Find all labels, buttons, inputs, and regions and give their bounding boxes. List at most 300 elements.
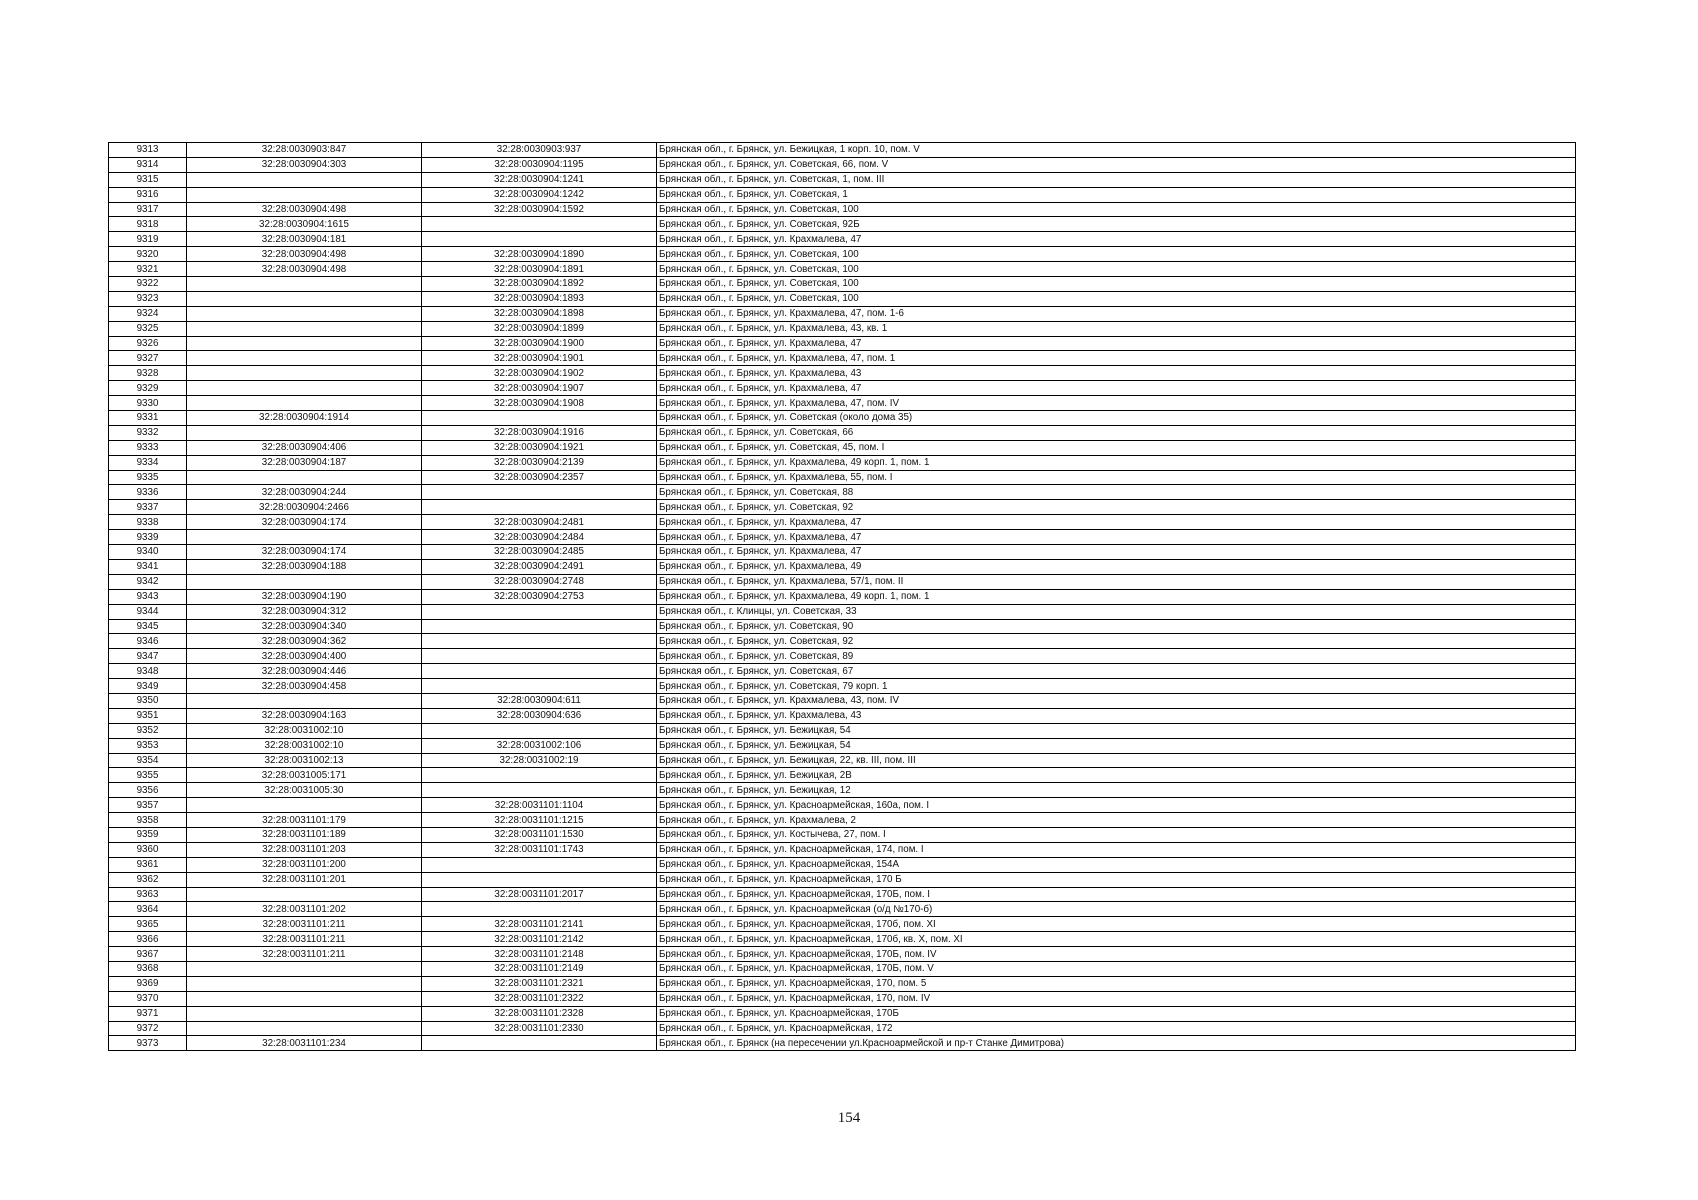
- table-row: [109, 768, 1576, 783]
- row-number-cell: 9361: [109, 857, 187, 872]
- parent-cadastral-number-cell: 32:28:0030904:1615: [187, 217, 422, 232]
- table-row: [109, 485, 1576, 500]
- row-number-cell: 9320: [109, 247, 187, 262]
- parent-cadastral-number-cell: 32:28:0031005:30: [187, 783, 422, 798]
- row-number-cell: 9322: [109, 277, 187, 292]
- parent-cadastral-number-cell: [187, 887, 422, 902]
- parent-cadastral-number-cell: 32:28:0031101:189: [187, 827, 422, 842]
- cadastral-number-cell: 32:28:0030904:2748: [422, 574, 657, 589]
- table-row: [109, 217, 1576, 232]
- cadastral-number-cell: [422, 485, 657, 500]
- row-number-cell: 9346: [109, 634, 187, 649]
- row-number-cell: 9335: [109, 470, 187, 485]
- row-number-cell: 9371: [109, 1006, 187, 1021]
- row-number-cell: 9314: [109, 157, 187, 172]
- row-number-cell: 9337: [109, 500, 187, 515]
- parent-cadastral-number-cell: 32:28:0030904:174: [187, 515, 422, 530]
- parent-cadastral-number-cell: 32:28:0031002:10: [187, 723, 422, 738]
- cadastral-number-cell: [422, 1036, 657, 1051]
- cadastral-number-cell: [422, 902, 657, 917]
- parent-cadastral-number-cell: [187, 530, 422, 545]
- registry-table: [108, 142, 1576, 1051]
- row-number-cell: 9366: [109, 932, 187, 947]
- parent-cadastral-number-cell: 32:28:0031101:203: [187, 842, 422, 857]
- address-cell: Брянская обл., г. Брянск, ул. Бежицкая, 1 корп. 10, пом. V: [657, 143, 1576, 158]
- row-number-cell: 9315: [109, 172, 187, 187]
- address-cell: Брянская обл., г. Брянск, ул. Красноармейская, 170Б, пом. V: [657, 961, 1576, 976]
- parent-cadastral-number-cell: 32:28:0030904:458: [187, 679, 422, 694]
- table-row: [109, 738, 1576, 753]
- row-number-cell: 9342: [109, 574, 187, 589]
- row-number-cell: 9373: [109, 1036, 187, 1051]
- table-row: [109, 649, 1576, 664]
- address-cell: Брянская обл., г. Брянск, ул. Советская, 1, пом. III: [657, 172, 1576, 187]
- table-row: [109, 366, 1576, 381]
- parent-cadastral-number-cell: 32:28:0030904:498: [187, 247, 422, 262]
- table-row: [109, 500, 1576, 515]
- address-cell: Брянская обл., г. Брянск, ул. Советская, 89: [657, 649, 1576, 664]
- row-number-cell: 9327: [109, 351, 187, 366]
- cadastral-number-cell: 32:28:0030904:1898: [422, 306, 657, 321]
- row-number-cell: 9364: [109, 902, 187, 917]
- address-cell: Брянская обл., г. Брянск, ул. Советская, 100: [657, 202, 1576, 217]
- address-cell: Брянская обл., г. Брянск, ул. Советская, 92Б: [657, 217, 1576, 232]
- parent-cadastral-number-cell: 32:28:0030903:847: [187, 143, 422, 158]
- row-number-cell: 9321: [109, 262, 187, 277]
- parent-cadastral-number-cell: 32:28:0031101:211: [187, 947, 422, 962]
- page-number: 154: [837, 1110, 861, 1126]
- table-row: [109, 277, 1576, 292]
- parent-cadastral-number-cell: [187, 574, 422, 589]
- table-row: [109, 664, 1576, 679]
- parent-cadastral-number-cell: 32:28:0030904:244: [187, 485, 422, 500]
- parent-cadastral-number-cell: [187, 336, 422, 351]
- address-cell: Брянская обл., г. Брянск, ул. Крахмалева, 43: [657, 366, 1576, 381]
- parent-cadastral-number-cell: 32:28:0031005:171: [187, 768, 422, 783]
- address-cell: Брянская обл., г. Брянск, ул. Советская, 100: [657, 291, 1576, 306]
- parent-cadastral-number-cell: 32:28:0031101:200: [187, 857, 422, 872]
- cadastral-number-cell: [422, 679, 657, 694]
- cadastral-number-cell: 32:28:0031002:106: [422, 738, 657, 753]
- table-row: [109, 813, 1576, 828]
- table-row: [109, 515, 1576, 530]
- row-number-cell: 9324: [109, 306, 187, 321]
- address-cell: Брянская обл., г. Брянск, ул. Крахмалева, 47, пом. IV: [657, 396, 1576, 411]
- cadastral-number-cell: 32:28:0030904:1890: [422, 247, 657, 262]
- row-number-cell: 9330: [109, 396, 187, 411]
- table-row: [109, 872, 1576, 887]
- address-cell: Брянская обл., г. Брянск, ул. Красноармейская, 170б, пом. XI: [657, 917, 1576, 932]
- row-number-cell: 9334: [109, 455, 187, 470]
- row-number-cell: 9348: [109, 664, 187, 679]
- address-cell: Брянская обл., г. Брянск, ул. Крахмалева, 47: [657, 530, 1576, 545]
- table-row: [109, 917, 1576, 932]
- parent-cadastral-number-cell: 32:28:0031101:201: [187, 872, 422, 887]
- cadastral-number-cell: [422, 872, 657, 887]
- address-cell: Брянская обл., г. Брянск, ул. Крахмалева, 47, пом. 1: [657, 351, 1576, 366]
- parent-cadastral-number-cell: 32:28:0031101:211: [187, 917, 422, 932]
- row-number-cell: 9336: [109, 485, 187, 500]
- table-row: [109, 961, 1576, 976]
- cadastral-number-cell: 32:28:0030904:2484: [422, 530, 657, 545]
- parent-cadastral-number-cell: 32:28:0030904:340: [187, 619, 422, 634]
- address-cell: Брянская обл., г. Брянск, ул. Крахмалева, 57/1, пом. II: [657, 574, 1576, 589]
- row-number-cell: 9328: [109, 366, 187, 381]
- cadastral-number-cell: 32:28:0030904:1241: [422, 172, 657, 187]
- table-row: [109, 887, 1576, 902]
- parent-cadastral-number-cell: 32:28:0031101:211: [187, 932, 422, 947]
- row-number-cell: 9347: [109, 649, 187, 664]
- row-number-cell: 9338: [109, 515, 187, 530]
- table-row: [109, 1021, 1576, 1036]
- table-row: [109, 634, 1576, 649]
- parent-cadastral-number-cell: 32:28:0030904:1914: [187, 411, 422, 426]
- parent-cadastral-number-cell: [187, 172, 422, 187]
- row-number-cell: 9368: [109, 961, 187, 976]
- table-row: [109, 232, 1576, 247]
- table-row: [109, 411, 1576, 426]
- table-row: [109, 172, 1576, 187]
- registry-table-body: [109, 143, 1576, 1051]
- address-cell: Брянская обл., г. Брянск, ул. Красноармейская, 172: [657, 1021, 1576, 1036]
- cadastral-number-cell: [422, 783, 657, 798]
- table-row: [109, 991, 1576, 1006]
- cadastral-number-cell: 32:28:0030904:1893: [422, 291, 657, 306]
- row-number-cell: 9370: [109, 991, 187, 1006]
- table-row: [109, 723, 1576, 738]
- parent-cadastral-number-cell: [187, 693, 422, 708]
- cadastral-number-cell: 32:28:0030904:1592: [422, 202, 657, 217]
- parent-cadastral-number-cell: 32:28:0030904:2466: [187, 500, 422, 515]
- table-row: [109, 396, 1576, 411]
- address-cell: Брянская обл., г. Брянск, ул. Крахмалева, 47: [657, 515, 1576, 530]
- cadastral-number-cell: [422, 649, 657, 664]
- cadastral-number-cell: [422, 411, 657, 426]
- row-number-cell: 9329: [109, 381, 187, 396]
- address-cell: Брянская обл., г. Брянск (на пересечении ул.Красноармейской и пр-т Станке Димитрова): [657, 1036, 1576, 1051]
- cadastral-number-cell: 32:28:0031101:1743: [422, 842, 657, 857]
- cadastral-number-cell: 32:28:0030904:1907: [422, 381, 657, 396]
- parent-cadastral-number-cell: [187, 425, 422, 440]
- table-row: [109, 902, 1576, 917]
- row-number-cell: 9355: [109, 768, 187, 783]
- cadastral-number-cell: 32:28:0030904:2491: [422, 559, 657, 574]
- parent-cadastral-number-cell: 32:28:0030904:181: [187, 232, 422, 247]
- row-number-cell: 9318: [109, 217, 187, 232]
- row-number-cell: 9339: [109, 530, 187, 545]
- table-row: [109, 932, 1576, 947]
- parent-cadastral-number-cell: [187, 291, 422, 306]
- address-cell: Брянская обл., г. Брянск, ул. Красноармейская, 160а, пом. I: [657, 798, 1576, 813]
- parent-cadastral-number-cell: 32:28:0030904:188: [187, 559, 422, 574]
- address-cell: Брянская обл., г. Брянск, ул. Советская, 100: [657, 262, 1576, 277]
- address-cell: Брянская обл., г. Брянск, ул. Крахмалева, 49 корп. 1, пом. 1: [657, 589, 1576, 604]
- parent-cadastral-number-cell: 32:28:0030904:498: [187, 202, 422, 217]
- cadastral-number-cell: [422, 217, 657, 232]
- row-number-cell: 9343: [109, 589, 187, 604]
- row-number-cell: 9352: [109, 723, 187, 738]
- cadastral-number-cell: [422, 857, 657, 872]
- cadastral-number-cell: 32:28:0030904:1891: [422, 262, 657, 277]
- row-number-cell: 9317: [109, 202, 187, 217]
- parent-cadastral-number-cell: 32:28:0031002:13: [187, 753, 422, 768]
- table-row: [109, 455, 1576, 470]
- parent-cadastral-number-cell: 32:28:0030904:400: [187, 649, 422, 664]
- table-row: [109, 619, 1576, 634]
- row-number-cell: 9363: [109, 887, 187, 902]
- cadastral-number-cell: 32:28:0030904:1902: [422, 366, 657, 381]
- row-number-cell: 9326: [109, 336, 187, 351]
- cadastral-number-cell: 32:28:0030904:1908: [422, 396, 657, 411]
- parent-cadastral-number-cell: 32:28:0030904:303: [187, 157, 422, 172]
- table-row: [109, 679, 1576, 694]
- address-cell: Брянская обл., г. Брянск, ул. Красноармейская, 170б, кв. X, пом. XI: [657, 932, 1576, 947]
- cadastral-number-cell: [422, 664, 657, 679]
- address-cell: Брянская обл., г. Брянск, ул. Советская, 88: [657, 485, 1576, 500]
- row-number-cell: 9316: [109, 187, 187, 202]
- table-row: [109, 440, 1576, 455]
- table-row: [109, 381, 1576, 396]
- address-cell: Брянская обл., г. Клинцы, ул. Советская, 33: [657, 604, 1576, 619]
- table-row: [109, 1006, 1576, 1021]
- address-cell: Брянская обл., г. Брянск, ул. Крахмалева, 47, пом. 1-6: [657, 306, 1576, 321]
- parent-cadastral-number-cell: [187, 961, 422, 976]
- address-cell: Брянская обл., г. Брянск, ул. Красноармейская, 154А: [657, 857, 1576, 872]
- address-cell: Брянская обл., г. Брянск, ул. Советская, 90: [657, 619, 1576, 634]
- table-row: [109, 693, 1576, 708]
- address-cell: Брянская обл., г. Брянск, ул. Костычева, 27, пом. I: [657, 827, 1576, 842]
- parent-cadastral-number-cell: [187, 396, 422, 411]
- table-row: [109, 842, 1576, 857]
- address-cell: Брянская обл., г. Брянск, ул. Крахмалева, 47: [657, 232, 1576, 247]
- parent-cadastral-number-cell: 32:28:0030904:362: [187, 634, 422, 649]
- table-row: [109, 262, 1576, 277]
- address-cell: Брянская обл., г. Брянск, ул. Советская, 92: [657, 634, 1576, 649]
- address-cell: Брянская обл., г. Брянск, ул. Советская, 100: [657, 277, 1576, 292]
- cadastral-number-cell: 32:28:0030903:937: [422, 143, 657, 158]
- address-cell: Брянская обл., г. Брянск, ул. Красноармейская, 174, пом. I: [657, 842, 1576, 857]
- parent-cadastral-number-cell: 32:28:0030904:406: [187, 440, 422, 455]
- table-row: [109, 545, 1576, 560]
- cadastral-number-cell: 32:28:0030904:1900: [422, 336, 657, 351]
- address-cell: Брянская обл., г. Брянск, ул. Советская, 1: [657, 187, 1576, 202]
- address-cell: Брянская обл., г. Брянск, ул. Красноармейская, 170, пом. 5: [657, 976, 1576, 991]
- table-row: [109, 604, 1576, 619]
- cadastral-number-cell: 32:28:0031101:2328: [422, 1006, 657, 1021]
- row-number-cell: 9367: [109, 947, 187, 962]
- table-row: [109, 783, 1576, 798]
- cadastral-number-cell: 32:28:0031101:2321: [422, 976, 657, 991]
- row-number-cell: 9358: [109, 813, 187, 828]
- table-row: [109, 708, 1576, 723]
- cadastral-number-cell: 32:28:0031101:2149: [422, 961, 657, 976]
- parent-cadastral-number-cell: 32:28:0031002:10: [187, 738, 422, 753]
- parent-cadastral-number-cell: [187, 187, 422, 202]
- row-number-cell: 9354: [109, 753, 187, 768]
- address-cell: Брянская обл., г. Брянск, ул. Крахмалева, 43, кв. 1: [657, 321, 1576, 336]
- address-cell: Брянская обл., г. Брянск, ул. Советская, 45, пом. I: [657, 440, 1576, 455]
- parent-cadastral-number-cell: [187, 991, 422, 1006]
- parent-cadastral-number-cell: 32:28:0030904:187: [187, 455, 422, 470]
- address-cell: Брянская обл., г. Брянск, ул. Крахмалева, 47: [657, 336, 1576, 351]
- table-row: [109, 351, 1576, 366]
- table-row: [109, 589, 1576, 604]
- parent-cadastral-number-cell: [187, 321, 422, 336]
- cadastral-number-cell: 32:28:0030904:2481: [422, 515, 657, 530]
- cadastral-number-cell: 32:28:0030904:1242: [422, 187, 657, 202]
- cadastral-number-cell: [422, 604, 657, 619]
- row-number-cell: 9331: [109, 411, 187, 426]
- address-cell: Брянская обл., г. Брянск, ул. Красноармейская, 170Б, пом. IV: [657, 947, 1576, 962]
- row-number-cell: 9372: [109, 1021, 187, 1036]
- address-cell: Брянская обл., г. Брянск, ул. Бежицкая, 2В: [657, 768, 1576, 783]
- cadastral-number-cell: 32:28:0031101:2141: [422, 917, 657, 932]
- address-cell: Брянская обл., г. Брянск, ул. Красноармейская (о/д №170-б): [657, 902, 1576, 917]
- cadastral-number-cell: [422, 500, 657, 515]
- address-cell: Брянская обл., г. Брянск, ул. Крахмалева, 43, пом. IV: [657, 693, 1576, 708]
- row-number-cell: 9341: [109, 559, 187, 574]
- address-cell: Брянская обл., г. Брянск, ул. Крахмалева, 49 корп. 1, пом. 1: [657, 455, 1576, 470]
- table-row: [109, 291, 1576, 306]
- address-cell: Брянская обл., г. Брянск, ул. Советская, 92: [657, 500, 1576, 515]
- row-number-cell: 9360: [109, 842, 187, 857]
- address-cell: Брянская обл., г. Брянск, ул. Красноармейская, 170, пом. IV: [657, 991, 1576, 1006]
- table-row: [109, 470, 1576, 485]
- cadastral-number-cell: 32:28:0030904:1195: [422, 157, 657, 172]
- parent-cadastral-number-cell: 32:28:0030904:190: [187, 589, 422, 604]
- parent-cadastral-number-cell: [187, 306, 422, 321]
- parent-cadastral-number-cell: [187, 351, 422, 366]
- table-row: [109, 143, 1576, 158]
- row-number-cell: 9356: [109, 783, 187, 798]
- parent-cadastral-number-cell: 32:28:0031101:234: [187, 1036, 422, 1051]
- row-number-cell: 9362: [109, 872, 187, 887]
- address-cell: Брянская обл., г. Брянск, ул. Советская (около дома 35): [657, 411, 1576, 426]
- row-number-cell: 9353: [109, 738, 187, 753]
- cadastral-number-cell: [422, 232, 657, 247]
- table-row: [109, 827, 1576, 842]
- cadastral-number-cell: 32:28:0030904:611: [422, 693, 657, 708]
- cadastral-number-cell: [422, 723, 657, 738]
- address-cell: Брянская обл., г. Брянск, ул. Крахмалева, 2: [657, 813, 1576, 828]
- row-number-cell: 9344: [109, 604, 187, 619]
- table-row: [109, 559, 1576, 574]
- address-cell: Брянская обл., г. Брянск, ул. Красноармейская, 170 Б: [657, 872, 1576, 887]
- cadastral-number-cell: 32:28:0031101:1104: [422, 798, 657, 813]
- address-cell: Брянская обл., г. Брянск, ул. Крахмалева, 43: [657, 708, 1576, 723]
- table-row: [109, 157, 1576, 172]
- row-number-cell: 9369: [109, 976, 187, 991]
- cadastral-number-cell: 32:28:0030904:1892: [422, 277, 657, 292]
- cadastral-number-cell: 32:28:0030904:1916: [422, 425, 657, 440]
- row-number-cell: 9351: [109, 708, 187, 723]
- address-cell: Брянская обл., г. Брянск, ул. Советская, 66: [657, 425, 1576, 440]
- parent-cadastral-number-cell: [187, 470, 422, 485]
- row-number-cell: 9340: [109, 545, 187, 560]
- address-cell: Брянская обл., г. Брянск, ул. Крахмалева, 49: [657, 559, 1576, 574]
- cadastral-number-cell: 32:28:0030904:636: [422, 708, 657, 723]
- parent-cadastral-number-cell: [187, 366, 422, 381]
- address-cell: Брянская обл., г. Брянск, ул. Крахмалева, 55, пом. I: [657, 470, 1576, 485]
- table-row: [109, 425, 1576, 440]
- cadastral-number-cell: 32:28:0030904:1921: [422, 440, 657, 455]
- address-cell: Брянская обл., г. Брянск, ул. Красноармейская, 170Б: [657, 1006, 1576, 1021]
- table-row: [109, 530, 1576, 545]
- parent-cadastral-number-cell: [187, 277, 422, 292]
- address-cell: Брянская обл., г. Брянск, ул. Бежицкая, 54: [657, 738, 1576, 753]
- cadastral-number-cell: 32:28:0031101:1215: [422, 813, 657, 828]
- row-number-cell: 9350: [109, 693, 187, 708]
- parent-cadastral-number-cell: [187, 976, 422, 991]
- parent-cadastral-number-cell: 32:28:0030904:446: [187, 664, 422, 679]
- address-cell: Брянская обл., г. Брянск, ул. Советская, 66, пом. V: [657, 157, 1576, 172]
- table-row: [109, 947, 1576, 962]
- row-number-cell: 9332: [109, 425, 187, 440]
- address-cell: Брянская обл., г. Брянск, ул. Бежицкая, 22, кв. III, пом. III: [657, 753, 1576, 768]
- row-number-cell: 9357: [109, 798, 187, 813]
- cadastral-number-cell: 32:28:0030904:2485: [422, 545, 657, 560]
- cadastral-number-cell: 32:28:0030904:2753: [422, 589, 657, 604]
- parent-cadastral-number-cell: [187, 1021, 422, 1036]
- table-row: [109, 306, 1576, 321]
- table-row: [109, 1036, 1576, 1051]
- row-number-cell: 9323: [109, 291, 187, 306]
- cadastral-number-cell: [422, 619, 657, 634]
- table-row: [109, 976, 1576, 991]
- parent-cadastral-number-cell: 32:28:0030904:174: [187, 545, 422, 560]
- address-cell: Брянская обл., г. Брянск, ул. Советская, 100: [657, 247, 1576, 262]
- parent-cadastral-number-cell: [187, 1006, 422, 1021]
- cadastral-number-cell: 32:28:0031002:19: [422, 753, 657, 768]
- table-row: [109, 247, 1576, 262]
- address-cell: Брянская обл., г. Брянск, ул. Советская, 67: [657, 664, 1576, 679]
- table-row: [109, 753, 1576, 768]
- address-cell: Брянская обл., г. Брянск, ул. Советская, 79 корп. 1: [657, 679, 1576, 694]
- cadastral-number-cell: 32:28:0031101:2142: [422, 932, 657, 947]
- address-cell: Брянская обл., г. Брянск, ул. Крахмалева, 47: [657, 545, 1576, 560]
- parent-cadastral-number-cell: [187, 381, 422, 396]
- address-cell: Брянская обл., г. Брянск, ул. Бежицкая, 12: [657, 783, 1576, 798]
- parent-cadastral-number-cell: [187, 798, 422, 813]
- cadastral-number-cell: 32:28:0031101:2148: [422, 947, 657, 962]
- table-row: [109, 336, 1576, 351]
- parent-cadastral-number-cell: 32:28:0031101:179: [187, 813, 422, 828]
- row-number-cell: 9319: [109, 232, 187, 247]
- cadastral-number-cell: 32:28:0031101:1530: [422, 827, 657, 842]
- table-row: [109, 202, 1576, 217]
- parent-cadastral-number-cell: 32:28:0030904:498: [187, 262, 422, 277]
- cadastral-number-cell: [422, 634, 657, 649]
- cadastral-number-cell: 32:28:0030904:1899: [422, 321, 657, 336]
- row-number-cell: 9345: [109, 619, 187, 634]
- row-number-cell: 9325: [109, 321, 187, 336]
- row-number-cell: 9313: [109, 143, 187, 158]
- address-cell: Брянская обл., г. Брянск, ул. Бежицкая, 54: [657, 723, 1576, 738]
- parent-cadastral-number-cell: 32:28:0030904:163: [187, 708, 422, 723]
- row-number-cell: 9365: [109, 917, 187, 932]
- table-row: [109, 574, 1576, 589]
- row-number-cell: 9333: [109, 440, 187, 455]
- cadastral-number-cell: [422, 768, 657, 783]
- table-row: [109, 321, 1576, 336]
- table-row: [109, 798, 1576, 813]
- address-cell: Брянская обл., г. Брянск, ул. Красноармейская, 170Б, пом. I: [657, 887, 1576, 902]
- table-row: [109, 187, 1576, 202]
- cadastral-number-cell: 32:28:0031101:2322: [422, 991, 657, 1006]
- table-row: [109, 857, 1576, 872]
- row-number-cell: 9359: [109, 827, 187, 842]
- cadastral-number-cell: 32:28:0031101:2330: [422, 1021, 657, 1036]
